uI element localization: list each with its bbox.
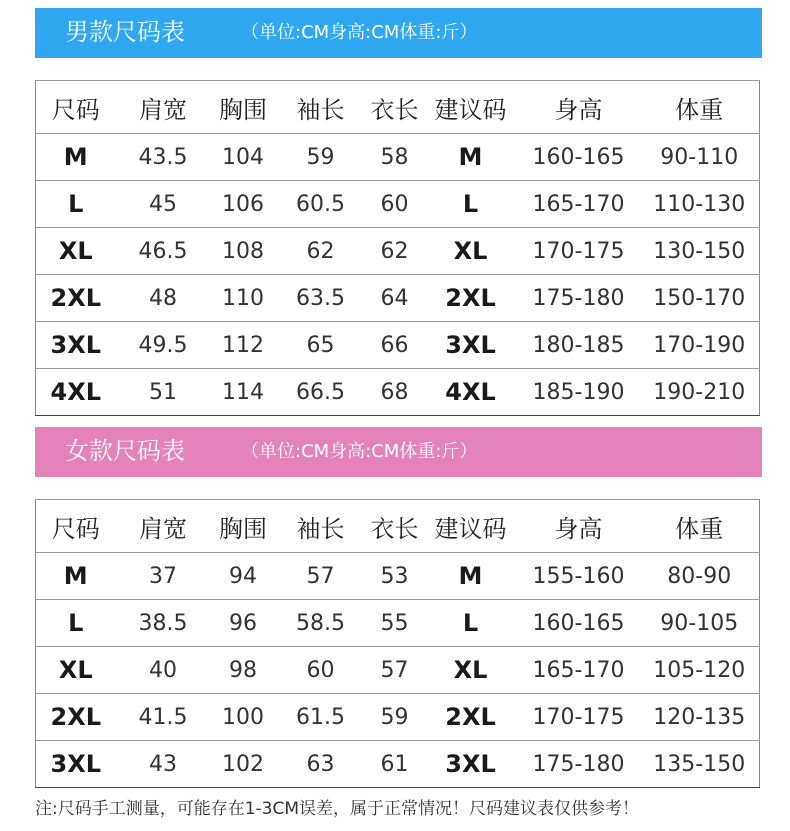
measurement-cell: 58 <box>366 134 424 181</box>
measurement-cell: 155-160 <box>518 553 640 600</box>
measurement-cell: 106 <box>211 181 276 228</box>
measurement-cell: 175-180 <box>518 275 640 322</box>
size-cell: M <box>36 553 116 600</box>
measurement-cell: 160-165 <box>518 134 640 181</box>
measurement-cell: 165-170 <box>518 181 640 228</box>
suggested-size-cell: XL <box>424 647 518 694</box>
measurement-cell: 60.5 <box>276 181 366 228</box>
table-row <box>36 553 760 600</box>
measurement-cell: 62 <box>366 228 424 275</box>
suggested-size-cell: 4XL <box>424 369 518 416</box>
measurement-cell: 59 <box>276 134 366 181</box>
measurement-cell: 110 <box>211 275 276 322</box>
measurement-cell: 45 <box>116 181 211 228</box>
table-row <box>36 369 760 416</box>
measurement-cell: 98 <box>211 647 276 694</box>
column-header: 体重 <box>640 81 760 134</box>
measurement-cell: 60 <box>276 647 366 694</box>
women-chart-title: 女款尺码表 <box>65 437 185 465</box>
measurement-cell: 108 <box>211 228 276 275</box>
measurement-cell: 61 <box>366 741 424 788</box>
measurement-cell: 43 <box>116 741 211 788</box>
men-chart-units: （单位:CM身高:CM体重:斤） <box>241 22 478 43</box>
measurement-cell: 68 <box>366 369 424 416</box>
measurement-cell: 48 <box>116 275 211 322</box>
measurement-cell: 49.5 <box>116 322 211 369</box>
measurement-cell: 150-170 <box>640 275 760 322</box>
column-header: 袖长 <box>276 81 366 134</box>
column-header: 体重 <box>640 500 760 553</box>
measurement-cell: 160-165 <box>518 600 640 647</box>
column-header: 袖长 <box>276 500 366 553</box>
column-header: 建议码 <box>424 500 518 553</box>
size-cell: XL <box>36 228 116 275</box>
size-cell: XL <box>36 647 116 694</box>
table-row <box>36 228 760 275</box>
size-cell: 2XL <box>36 275 116 322</box>
measurement-cell: 96 <box>211 600 276 647</box>
size-cell: L <box>36 181 116 228</box>
column-header: 胸围 <box>211 500 276 553</box>
measurement-cell: 135-150 <box>640 741 760 788</box>
men-size-table <box>35 80 760 416</box>
women-size-table <box>35 499 760 788</box>
measurement-cell: 175-180 <box>518 741 640 788</box>
table-row <box>36 181 760 228</box>
column-header: 身高 <box>518 500 640 553</box>
measurement-cell: 170-190 <box>640 322 760 369</box>
suggested-size-cell: 2XL <box>424 275 518 322</box>
table-row <box>36 741 760 788</box>
measurement-cell: 37 <box>116 553 211 600</box>
measurement-cell: 66 <box>366 322 424 369</box>
column-header: 胸围 <box>211 81 276 134</box>
men-chart-title: 男款尺码表 <box>65 18 185 46</box>
measurement-cell: 114 <box>211 369 276 416</box>
measurement-cell: 130-150 <box>640 228 760 275</box>
measurement-cell: 40 <box>116 647 211 694</box>
column-header: 衣长 <box>366 500 424 553</box>
measurement-cell: 59 <box>366 694 424 741</box>
suggested-size-cell: XL <box>424 228 518 275</box>
column-header: 尺码 <box>36 81 116 134</box>
column-header: 尺码 <box>36 500 116 553</box>
suggested-size-cell: M <box>424 553 518 600</box>
measurement-cell: 41.5 <box>116 694 211 741</box>
measurement-cell: 80-90 <box>640 553 760 600</box>
measurement-cell: 53 <box>366 553 424 600</box>
measurement-cell: 55 <box>366 600 424 647</box>
measurement-cell: 65 <box>276 322 366 369</box>
table-row <box>36 694 760 741</box>
measurement-cell: 170-175 <box>518 694 640 741</box>
measurement-note: 注:尺码手工测量，可能存在1-3CM误差，属于正常情况！尺码建议表仅供参考！ <box>35 799 640 819</box>
suggested-size-cell: 2XL <box>424 694 518 741</box>
measurement-cell: 63.5 <box>276 275 366 322</box>
measurement-cell: 105-120 <box>640 647 760 694</box>
measurement-cell: 180-185 <box>518 322 640 369</box>
measurement-cell: 102 <box>211 741 276 788</box>
measurement-cell: 51 <box>116 369 211 416</box>
measurement-cell: 112 <box>211 322 276 369</box>
measurement-cell: 190-210 <box>640 369 760 416</box>
column-header: 建议码 <box>424 81 518 134</box>
measurement-cell: 94 <box>211 553 276 600</box>
measurement-cell: 110-130 <box>640 181 760 228</box>
size-cell: M <box>36 134 116 181</box>
size-cell: L <box>36 600 116 647</box>
measurement-cell: 185-190 <box>518 369 640 416</box>
table-row <box>36 134 760 181</box>
measurement-cell: 90-110 <box>640 134 760 181</box>
measurement-cell: 58.5 <box>276 600 366 647</box>
size-cell: 3XL <box>36 322 116 369</box>
measurement-cell: 62 <box>276 228 366 275</box>
measurement-cell: 100 <box>211 694 276 741</box>
women-table-header-row <box>36 500 760 553</box>
column-header: 肩宽 <box>116 81 211 134</box>
women-chart-units: （单位:CM身高:CM体重:斤） <box>241 441 478 462</box>
measurement-cell: 63 <box>276 741 366 788</box>
measurement-cell: 104 <box>211 134 276 181</box>
size-cell: 3XL <box>36 741 116 788</box>
table-row <box>36 600 760 647</box>
measurement-cell: 43.5 <box>116 134 211 181</box>
measurement-cell: 57 <box>276 553 366 600</box>
column-header: 身高 <box>518 81 640 134</box>
measurement-cell: 90-105 <box>640 600 760 647</box>
men-size-chart-banner <box>35 8 762 58</box>
suggested-size-cell: 3XL <box>424 322 518 369</box>
suggested-size-cell: L <box>424 181 518 228</box>
measurement-cell: 66.5 <box>276 369 366 416</box>
measurement-cell: 57 <box>366 647 424 694</box>
suggested-size-cell: L <box>424 600 518 647</box>
measurement-cell: 61.5 <box>276 694 366 741</box>
measurement-cell: 120-135 <box>640 694 760 741</box>
table-row <box>36 275 760 322</box>
measurement-cell: 46.5 <box>116 228 211 275</box>
men-table-header-row <box>36 81 760 134</box>
size-cell: 4XL <box>36 369 116 416</box>
column-header: 肩宽 <box>116 500 211 553</box>
measurement-cell: 165-170 <box>518 647 640 694</box>
women-size-chart-banner <box>35 427 762 477</box>
column-header: 衣长 <box>366 81 424 134</box>
size-cell: 2XL <box>36 694 116 741</box>
suggested-size-cell: 3XL <box>424 741 518 788</box>
table-row <box>36 322 760 369</box>
measurement-cell: 64 <box>366 275 424 322</box>
measurement-cell: 38.5 <box>116 600 211 647</box>
table-row <box>36 647 760 694</box>
suggested-size-cell: M <box>424 134 518 181</box>
measurement-cell: 170-175 <box>518 228 640 275</box>
measurement-cell: 60 <box>366 181 424 228</box>
